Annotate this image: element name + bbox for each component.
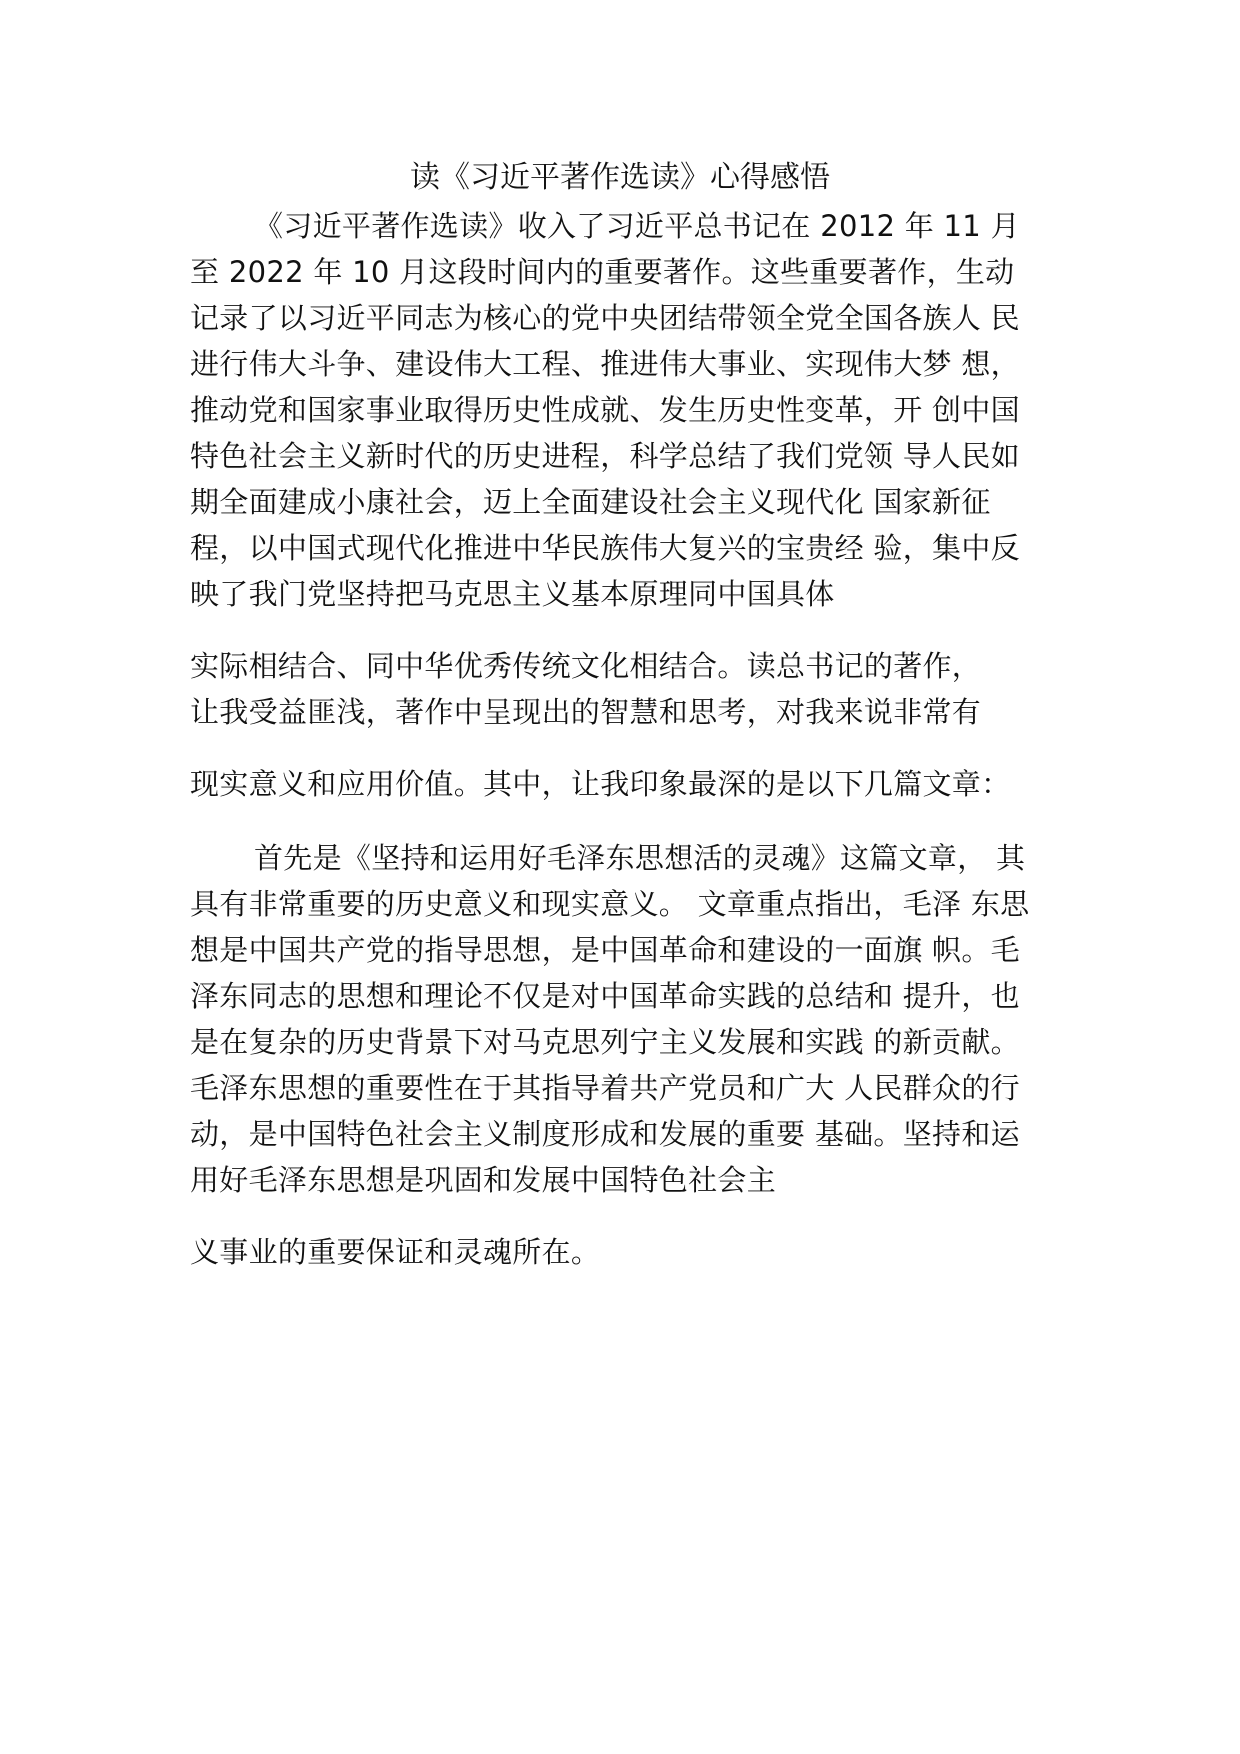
paragraph-2-line-7: 动，是中国特色社会主义制度形成和发展的重要 基础。坚持和运 xyxy=(190,1117,1020,1151)
paragraph-1-line-1: 《习近平著作选读》收入了习近平总书记在 2012 年 11 月 xyxy=(254,209,1020,243)
paragraph-1-line-10: 实际相结合、同中华优秀传统文化相结合。读总书记的著作， xyxy=(190,649,982,683)
document-title: 读《习近平著作选读》心得感悟 xyxy=(410,160,830,195)
paragraph-2-line-9: 义事业的重要保证和灵魂所在。 xyxy=(190,1235,601,1269)
paragraph-2-line-5: 是在复杂的历史背景下对马克思列宁主义发展和实践 的新贡献。 xyxy=(190,1025,1020,1059)
paragraph-1-line-2: 至 2022 年 10 月这段时间内的重要著作。这些重要著作，生动 xyxy=(190,255,1015,289)
paragraph-1-line-9: 映了我门党坚持把马克思主义基本原理同中国具体 xyxy=(190,577,835,611)
paragraph-2-line-6: 毛泽东思想的重要性在于其指导着共产党员和广大 人民群众的行 xyxy=(190,1071,1020,1105)
paragraph-1-line-3: 记录了以习近平同志为核心的党中央团结带领全党全国各族人 民 xyxy=(190,301,1020,335)
paragraph-1-line-6: 特色社会主义新时代的历史进程，科学总结了我们党领 导人民如 xyxy=(190,439,1020,473)
paragraph-2-line-8: 用好毛泽东思想是巩固和发展中国特色社会主 xyxy=(190,1163,777,1197)
paragraph-2-line-1: 首先是《坚持和运用好毛泽东思想活的灵魂》这篇文章， 其 xyxy=(254,841,1026,875)
paragraph-2-line-2: 具有非常重要的历史意义和现实意义。 文章重点指出，毛泽 东思 xyxy=(190,887,1030,921)
paragraph-1-line-7: 期全面建成小康社会，迈上全面建设社会主义现代化 国家新征 xyxy=(190,485,991,519)
paragraph-2-line-4: 泽东同志的思想和理论不仅是对中国革命实践的总结和 提升，也 xyxy=(190,979,1020,1013)
paragraph-1-line-11: 让我受益匪浅，著作中呈现出的智慧和思考，对我来说非常有 xyxy=(190,695,982,729)
paragraph-2-line-3: 想是中国共产党的指导思想，是中国革命和建设的一面旗 帜。毛 xyxy=(190,933,1020,967)
paragraph-1-line-8: 程，以中国式现代化推进中华民族伟大复兴的宝贵经 验，集中反 xyxy=(190,531,1020,565)
paragraph-1-line-4: 进行伟大斗争、建设伟大工程、推进伟大事业、实现伟大梦 想， xyxy=(190,347,1020,381)
paragraph-1-line-5: 推动党和国家事业取得历史性成就、发生历史性变革，开 创中国 xyxy=(190,393,1020,427)
paragraph-1-line-12: 现实意义和应用价值。其中，让我印象最深的是以下几篇文章： xyxy=(190,767,1011,801)
